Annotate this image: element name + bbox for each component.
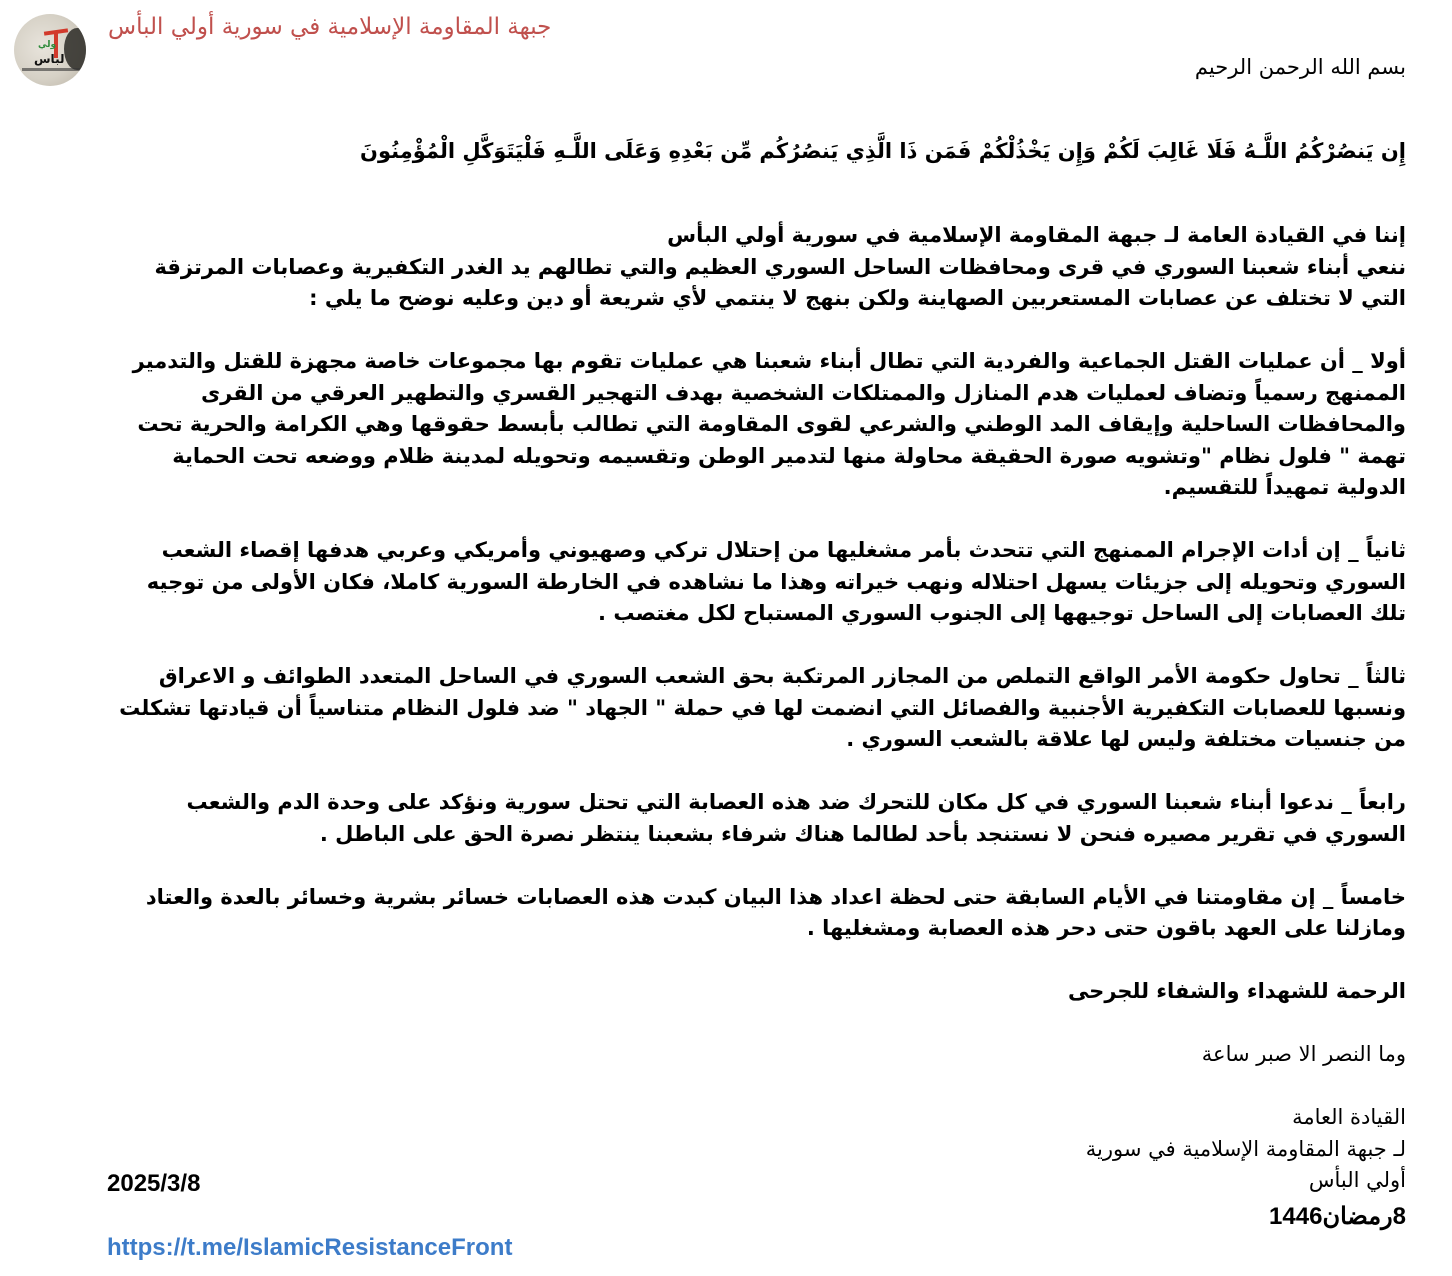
intro-line-2: ننعي أبناء شعبنا السوري في قرى ومحافظات الساحل السوري العظيم والتي تطالهم يد الغدر التكفيرية وعصابات المرتزقة التي لا تختلف عن عصابات المستعربين الصهاينة ولكن بنهج لا ينتمي لأي شريعة أو دين وعليه نوضح ما يلي :	[154, 254, 1406, 310]
avatar-caption	[22, 68, 80, 71]
intro-line-1: إننا في القيادة العامة لـ جبهة المقاومة الإسلامية في سورية أولي البأس	[667, 223, 1406, 247]
quran-verse: إِن يَنصُرْكُمُ اللَّـهُ فَلَا غَالِبَ لَكُمْ وَإِن يَخْذُلْكُمْ فَمَن ذَا الَّذِي يَنصُرُكُم مِّن بَعْدِهِ وَعَلَى اللَّـهِ فَلْيَتَوَكَّلِ الْمُؤْمِنُونَ	[360, 139, 1406, 163]
message-body	[104, 52, 1406, 1197]
avatar-map-shape	[64, 28, 86, 70]
signature-line-1: القيادة العامة	[1292, 1105, 1406, 1129]
date-hijri: 8رمضان1446	[1269, 1203, 1406, 1230]
channel-avatar[interactable]	[14, 14, 86, 86]
date-gregorian: 2025/3/8	[107, 1170, 201, 1197]
point-5: خامساً _ إن مقاومتنا في الأيام السابقة حتى لحظة اعداد هذا البيان كبدت هذه العصابات خسائر بشرية وخسائر بالعدة والعتاد ومازلنا على العهد باقون حتى دحر هذه العصابة ومشغليها .	[145, 884, 1406, 940]
avatar-logo-text-main: لباس	[34, 52, 65, 66]
point-1: أولا _ أن عمليات القتل الجماعية والفردية التي تطال أبناء شعبنا هي عمليات تقوم بها مجموعات خاصة مجهزة للقتل والتدمير الممنهج رسمياً وتضاف لعمليات هدم المنازل والممتلكات الشخصية بهدف التهجير القسري والتطهير العرقي من القرى والمحافظات الساحلية وإيقاف المد الوطني والشرعي لقوى المقاومة التي تطالب بأبسط حقوقها وهي الكرامة والحرية تحت تهمة " فلول نظام "وتشويه صورة الحقيقة محاولة منها لتدمير الوطن وتقسيمه وتحويله لمدينة ظلام ووضعه تحت الحماية الدولية تمهيداً للتقسيم.	[132, 349, 1406, 499]
point-4: رابعاً _ ندعوا أبناء شعبنا السوري في كل مكان للتحرك ضد هذه العصابة التي تحتل سورية ونؤكد على وحدة الدم والشعب السوري في تقرير مصيره فنحن لا نستنجد بأحد لطالما هناك شرفاء بشعبنا ينتظر نصرة الحق على الباطل .	[186, 790, 1406, 846]
closing-mercy: الرحمة للشهداء والشفاء للجرحى	[1067, 979, 1406, 1003]
point-3: ثالثاً _ تحاول حكومة الأمر الواقع التملص من المجازر المرتكبة بحق الشعب السوري في الساحل المتعدد الطوائف و الاعراق ونسبها للعصابات التكفيرية الأجنبية والفصائل التي انضمت لها في حملة " الجهاد " ضد فلول النظام متناسياً أن قيادتها تشكلت من جنسيات مختلفة وليس لها علاقة بالشعب السوري .	[119, 664, 1406, 751]
closing-victory: وما النصر الا صبر ساعة	[1201, 1042, 1406, 1066]
channel-name[interactable]: جبهة المقاومة الإسلامية في سورية أولي البأس	[108, 14, 552, 40]
point-2: ثانياً _ إن أدات الإجرام الممنهج التي تتحدث بأمر مشغليها من إحتلال تركي وصهيوني وأمريكي وعربي هدفها إقصاء الشعب السوري وتحويله إلى جزيئات يسهل احتلاله ونهب خيراته وهذا ما نشاهده في الخارطة السورية كاملا، فكان الأولى من توجيه تلك العصابات إلى الساحل توجيهها إلى الجنوب السوري المستباح لكل مغتصب .	[146, 538, 1406, 625]
channel-link[interactable]: https://t.me/IslamicResistanceFront	[107, 1234, 513, 1261]
signature-line-2: لـ جبهة المقاومة الإسلامية في سورية	[1085, 1136, 1406, 1161]
avatar-logo-text: ولي	[38, 40, 57, 50]
basmala: بسم الله الرحمن الرحيم	[1194, 55, 1406, 79]
signature-line-3: أولي البأس	[1308, 1168, 1406, 1192]
